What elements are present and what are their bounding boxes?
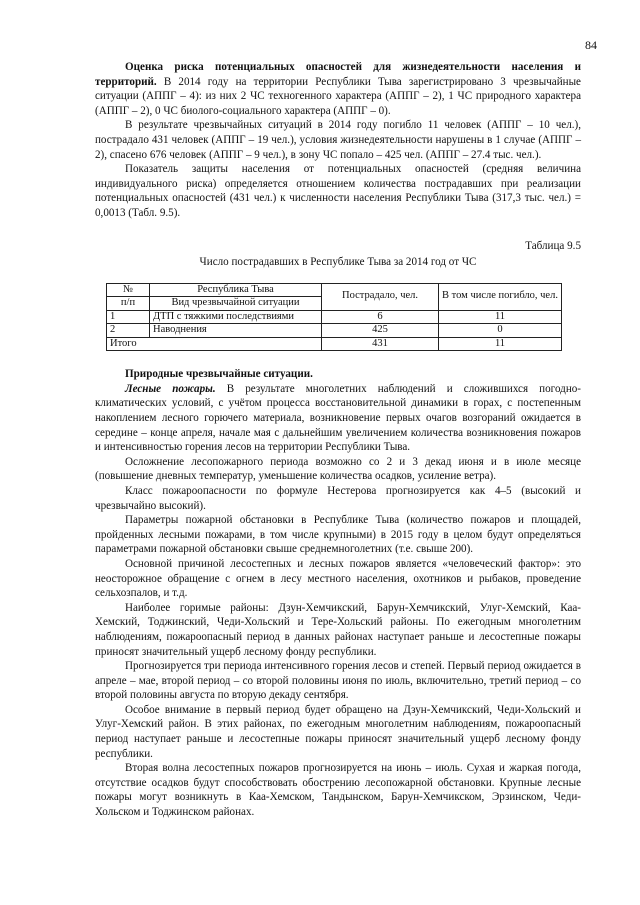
natural-paragraph-6: Наиболее горимые районы: Дзун-Хемчикский, Барун-Хемчикский, Улуг-Хемский, Каа-Хемский, Тоджинский, Чеди-Хольский и Тере-Хольский районы. По ежегодным многолетним наблюдениям, пожароопасный период в данных районах наступает раньше и лесостепные пожары приносят значительный ущерб лесному фонду республики. — [95, 601, 581, 658]
natural-paragraph-1 — [95, 382, 581, 455]
header-type: Вид чрезвычайной ситуации — [150, 297, 322, 311]
natural-paragraph-1-text: В результате многолетних наблюдений и сложившихся погодно-климатических условий, с учётом процесса восстановительной динамики в горах, с постепенным накоплением лесного горючего материала, возникновение первых очагов возгораний ожидается в середине – конце апреля, начале мая с дальнейшим увеличением количества возникновения пожаров и интенсивностью горения лесов на территории Республики Тыва. — [95, 382, 581, 454]
row-died: 0 — [439, 324, 562, 338]
total-label: Итого — [107, 337, 322, 351]
table-header-row — [107, 283, 562, 297]
row-injured: 425 — [322, 324, 439, 338]
risk-paragraph-2: В результате чрезвычайных ситуаций в 2014 году погибло 11 человек (АППГ – 10 чел.), пострадало 431 человек (АППГ – 19 чел.), условия жизнедеятельности нарушены в 1 случае (АППГ – 2), спасено 676 человек (АППГ – 9 чел.), в зону ЧС попало – 425 чел. (АППГ – 27.4 тыс. чел.). — [95, 119, 581, 161]
natural-paragraph-9: Вторая волна лесостепных пожаров прогнозируется на июнь – июль. Сухая и жаркая погода, отсутствие осадков будут способствовать обострению лесопожарной обстановки. Крупные лесные пожары могут возникнуть в Каа-Хемском, Тандынском, Барун-Хемчикском, Эрзинском, Чеди-Хольском и Тоджинском районах. — [95, 762, 581, 819]
header-num-bottom: п/п — [107, 297, 150, 311]
natural-heading: Природные чрезвычайные ситуации. — [125, 368, 313, 381]
header-num-top: № — [107, 283, 150, 297]
row-num: 1 — [107, 310, 150, 324]
natural-paragraph-3: Класс пожароопасности по формуле Нестерова прогнозируется как 4–5 (высокий и чрезвычайно высокий). — [95, 484, 581, 512]
table-row — [107, 324, 562, 338]
natural-paragraph-4: Параметры пожарной обстановки в Республике Тыва (количество пожаров и площадей, пройденных лесными пожарами, в том числе крупными) в 2015 году в целом будут определяться параметрами пожарной обстановки свыше среднемноголетних (т.е. свыше 200). — [95, 514, 581, 556]
page-content — [95, 60, 581, 820]
forest-fires-label: Лесные пожары. — [125, 382, 216, 395]
row-num: 2 — [107, 324, 150, 338]
risk-paragraph-1-text: В 2014 году на территории Республики Тыва зарегистрировано 3 чрезвычайные ситуации (АППГ – 4): из них 2 ЧС техногенного характера (АППГ – 2), 1 ЧС природного характера (АППГ – 2), 0 ЧС биолого-социального характера (АППГ – 0). — [95, 75, 581, 117]
table-number: Таблица 9.5 — [525, 239, 581, 252]
header-injured: Пострадало, чел. — [322, 283, 439, 310]
risk-heading: Оценка риска потенциальных опасностей для жизнедеятельности населения и территорий. — [95, 61, 581, 88]
row-type: ДТП с тяжкими последствиями — [150, 310, 322, 324]
table-caption: Число пострадавших в Республике Тыва за 2014 год от ЧС — [199, 256, 477, 269]
casualties-table — [106, 283, 562, 352]
table-total-row — [107, 337, 562, 351]
row-injured: 6 — [322, 310, 439, 324]
natural-paragraph-5: Основной причиной лесостепных и лесных пожаров является «человеческий фактор»: это неосторожное обращение с огнем в лесу местного населения, охотников и рыбаков, проведение сельхозпалов, и т.д. — [95, 557, 581, 600]
risk-paragraph-1 — [95, 60, 581, 118]
table-row — [107, 310, 562, 324]
header-region: Республика Тыва — [150, 283, 322, 297]
page-number: 84 — [585, 38, 597, 52]
header-died: В том числе погибло, чел. — [439, 283, 562, 310]
natural-paragraph-8: Особое внимание в первый период будет обращено на Дзун-Хемчикский, Чеди-Хольский и Улуг-Хемский район. В этих районах, по ежегодным многолетним наблюдениям, пожароопасный период наступает раньше и лесостепные пожары приносят значительный ущерб лесному фонду республики. — [95, 703, 581, 760]
total-injured: 431 — [322, 337, 439, 351]
risk-paragraph-3: Показатель защиты населения от потенциальных опасностей (средняя величина индивидуального риска) определяется отношением количества пострадавших при реализации потенциальных опасностей (431 чел.) к численности населения Республики Тыва (317,3 тыс. чел.) = 0,0013 (Табл. 9.5). — [95, 163, 581, 219]
natural-paragraph-2: Осложнение лесопожарного периода возможно со 2 и 3 декад июня и в июле месяце (повышение дневных температур, уменьшение количества осадков, усиление ветра). — [95, 455, 581, 483]
natural-paragraph-7: Прогнозируется три периода интенсивного горения лесов и степей. Первый период ожидается в апреле – мае, второй период – со второй половины июня по июль, включительно, третий период – со второй половины августа по вторую декаду сентября. — [95, 660, 581, 702]
row-type: Наводнения — [150, 324, 322, 338]
total-died: 11 — [439, 337, 562, 351]
row-died: 11 — [439, 310, 562, 324]
